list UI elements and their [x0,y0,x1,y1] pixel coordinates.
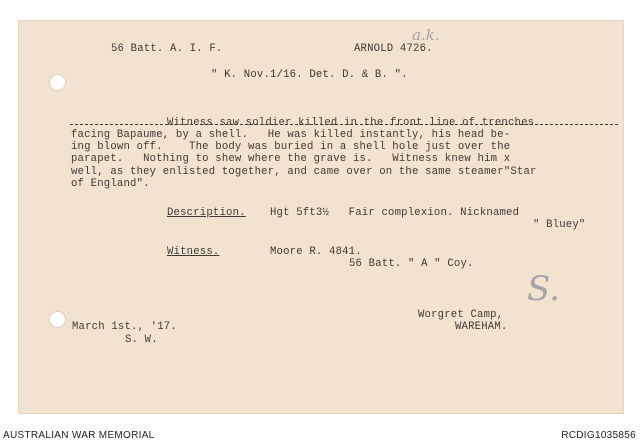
witness-label: Witness. [167,246,220,258]
status-line: " K. Nov.1/16. Det. D. & B. ". [211,69,408,81]
record-card [18,20,624,414]
soldier-name: ARNOLD 4726. [354,43,433,55]
statement-line: well, as they enlisted together, and came over on the same steamer"Star [71,166,537,178]
statement-line: Witness saw soldier killed in the front line of trenches [167,117,535,129]
handwritten-mark: a.k. [412,26,440,44]
initials: S. W. [125,334,158,346]
description-label: Description. [167,207,246,219]
unit-header: 56 Batt. A. I. F. [111,43,223,55]
witness-name: Moore R. 4841. [270,246,362,258]
punch-hole-top [49,74,66,91]
statement-line: facing Bapaume, by a shell. He was killed instantly, his head be- [71,129,511,141]
image-id: RCDIG1035856 [561,430,636,441]
statement-line: ing blown off. The body was buried in a shell hole just over the [71,141,511,153]
description-text: Hgt 5ft3½ Fair complexion. Nicknamed [270,207,520,219]
camp-place: WAREHAM. [455,321,508,333]
signature: S. [527,269,560,309]
institution-label: AUSTRALIAN WAR MEMORIAL [3,430,155,441]
punch-hole-bottom [49,311,66,328]
record-date: March 1st., '17. [72,321,177,333]
witness-unit: 56 Batt. " A " Coy. [349,258,474,270]
nickname: " Bluey" [533,219,586,231]
camp-name: Worgret Camp, [418,309,504,321]
statement-line: parapet. Nothing to shew where the grave is. Witness knew him x [71,153,511,165]
statement-line: of England". [71,178,150,190]
